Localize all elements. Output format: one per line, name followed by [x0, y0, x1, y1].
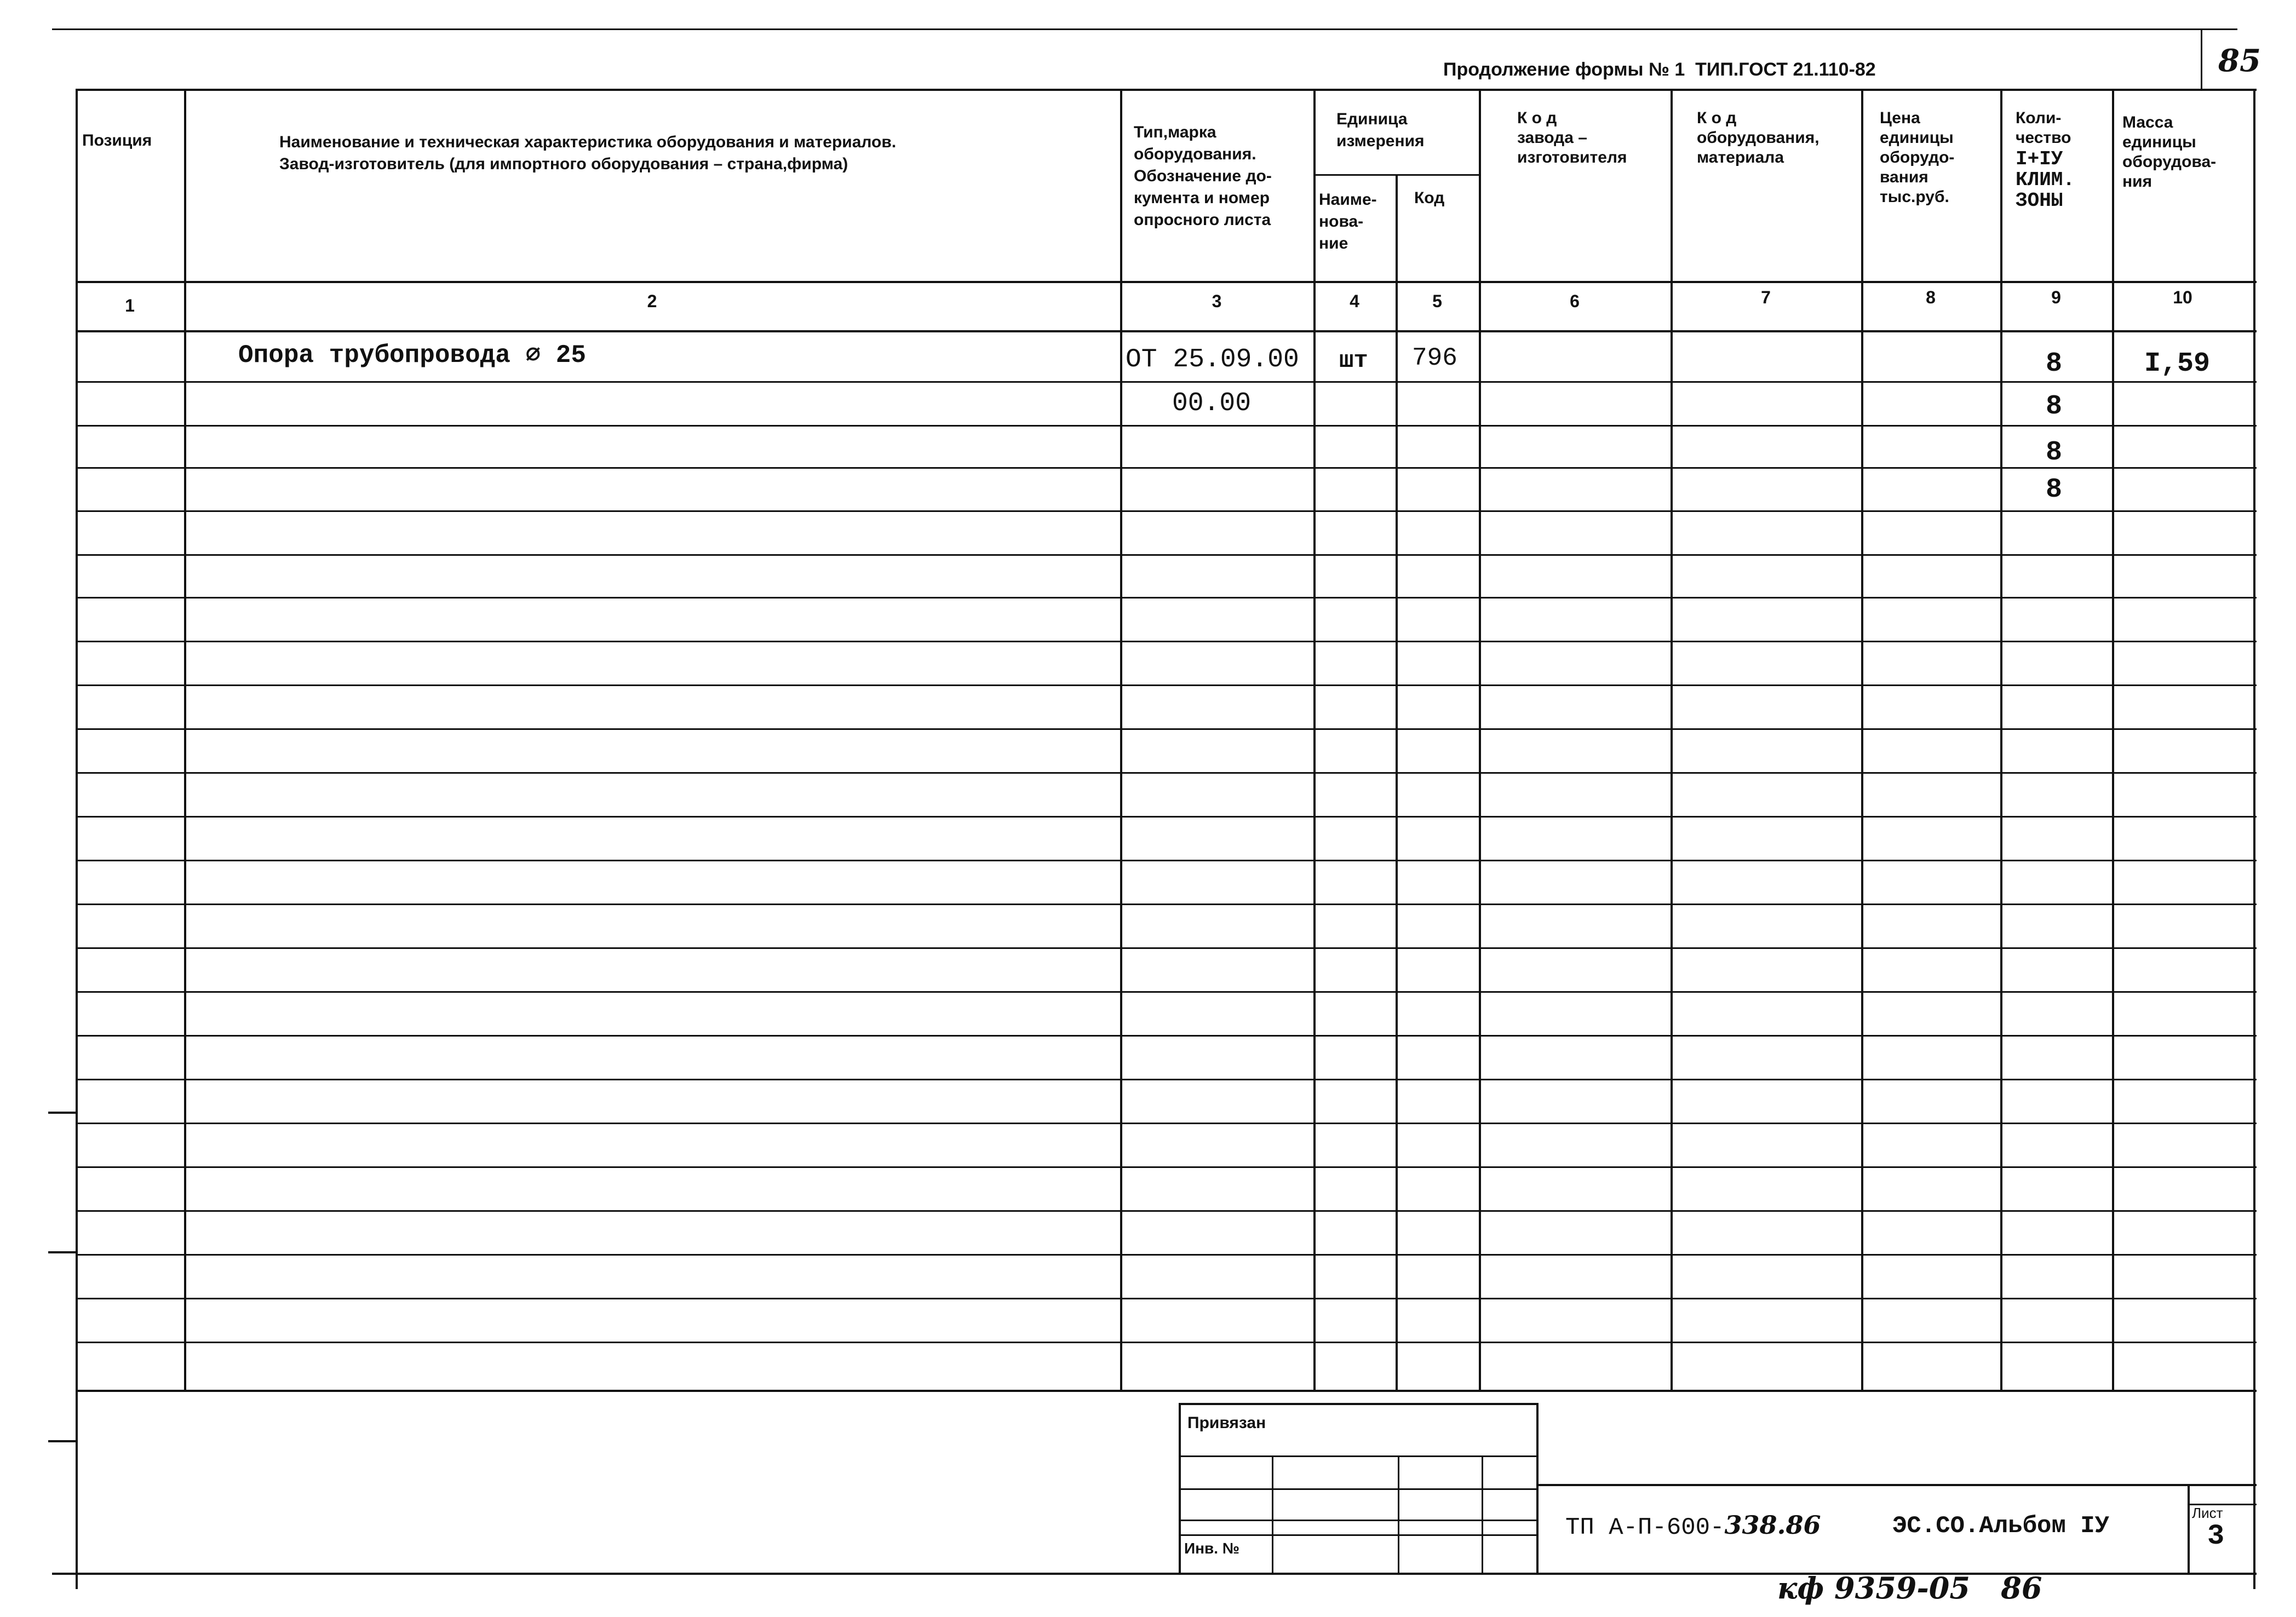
col-quantity-header: Коли- чество: [2016, 109, 2071, 147]
stamp-col-line: [1272, 1455, 1273, 1573]
row-line: [76, 947, 2257, 949]
item-name: Опора трубопровода ∅ 25: [238, 341, 586, 370]
row-line: [76, 1166, 2257, 1168]
stamp-top: [1179, 1403, 1537, 1405]
page-number-divider: [2201, 30, 2202, 90]
row-line: [76, 1123, 2257, 1124]
doc-designation-line-1: ОТ 25.09.00: [1126, 345, 1299, 375]
col-price-header: Цена единицы оборудо- вания тыс.руб.: [1880, 109, 1955, 206]
unit-code-value: 796: [1412, 344, 1457, 372]
row-line: [76, 728, 2257, 730]
col-plant-code-header: К о д завода – изготовителя: [1517, 109, 1627, 166]
col-line-1: [184, 89, 186, 1392]
project-code-typed: ТП А-П-600-: [1565, 1514, 1725, 1541]
stamp-right: [1536, 1403, 1539, 1573]
stamp-col-line: [1398, 1455, 1399, 1573]
col-quantity-zone-header: I+IУ КЛИМ. ЗОНЫ: [2016, 148, 2075, 212]
col-number-10: 10: [2173, 287, 2192, 307]
project-code: [1565, 1510, 1821, 1541]
margin-tick: [48, 1251, 76, 1253]
col-equipment-code-header: К о д оборудования, материала: [1697, 109, 1819, 166]
col-position-header: Позиция: [82, 131, 152, 149]
col-line-9: [2112, 89, 2114, 1392]
sheet-number: 3: [2207, 1520, 2225, 1552]
form-continuation-label: Продолжение формы № 1 ТИП.ГОСТ 21.110-82: [1443, 59, 1876, 80]
col-number-1: 1: [125, 296, 135, 315]
row-line: [76, 1210, 2257, 1212]
margin-tick: [48, 1112, 76, 1114]
row-line: [76, 1298, 2257, 1299]
col-unit-header: Единица измерения: [1336, 110, 1425, 150]
sheet-label: Лист: [2192, 1505, 2223, 1521]
row-line: [76, 816, 2257, 818]
sheet-box-left: [2188, 1484, 2190, 1573]
project-code-handwritten: 338.86: [1724, 1510, 1821, 1540]
col-unit-code-header: Код: [1414, 189, 1445, 207]
col-number-7: 7: [1761, 287, 1771, 307]
col-number-9: 9: [2051, 287, 2061, 307]
top-rule: [52, 28, 2237, 30]
mass-value: I,59: [2144, 348, 2211, 379]
row-line: [76, 1342, 2257, 1343]
col-unit-name-header: Наиме- нова- ние: [1319, 191, 1377, 252]
col-line-4: [1396, 174, 1398, 1392]
row-line: [76, 510, 2257, 512]
row-line: [76, 425, 2257, 427]
stamp-left: [1179, 1403, 1181, 1573]
col-line-10: [2253, 89, 2255, 1589]
row-line: [76, 467, 2257, 469]
row-line: [76, 991, 2257, 993]
col-line-5: [1479, 89, 1481, 1392]
col-number-6: 6: [1570, 291, 1580, 311]
privyazan-label: Привязан: [1187, 1414, 1266, 1432]
col-name-header: Наименование и техническая характеристика оборудования и материалов. Завод-изготовитель (для импортного оборудования – страна,фирма): [279, 133, 897, 173]
stamp-col-line: [1482, 1455, 1483, 1573]
row-line: [76, 684, 2257, 686]
album-label: ЭС.СО.Альбом IУ: [1892, 1512, 2110, 1540]
row-line: [76, 1254, 2257, 1256]
col-type-header: Тип,марка оборудования. Обозначение до- кумента и номер опросного листа: [1134, 123, 1272, 229]
page-number-top: 85: [2218, 43, 2261, 79]
row-line: [76, 1035, 2257, 1037]
col-line-7: [1861, 89, 1863, 1392]
quantity-value-3: 8: [2046, 437, 2063, 468]
title-block-top: [1536, 1484, 2257, 1486]
table-top-border: [76, 89, 2257, 91]
row-line: [76, 772, 2257, 774]
col-number-5: 5: [1432, 291, 1442, 311]
col-number-3: 3: [1212, 291, 1222, 311]
row-line: [76, 554, 2257, 556]
footer-handwritten-code: кф 9359-05 86: [1777, 1570, 2042, 1606]
col-line-8: [2000, 89, 2002, 1392]
table-body-bottom: [76, 1390, 2257, 1392]
col-line-2: [1120, 89, 1122, 1392]
row-line: [76, 904, 2257, 905]
row-line: [76, 641, 2257, 642]
col-line-6: [1671, 89, 1673, 1392]
margin-tick: [48, 1440, 76, 1442]
col-number-2: 2: [647, 291, 657, 311]
row-line: [76, 860, 2257, 861]
col-number-4: 4: [1350, 291, 1359, 311]
doc-designation-line-2: 00.00: [1172, 389, 1252, 418]
quantity-value-2: 8: [2046, 391, 2063, 422]
header-bottom-border: [76, 281, 2257, 283]
col-number-8: 8: [1926, 287, 1936, 307]
row-line: [76, 1079, 2257, 1080]
col-line-3: [1313, 89, 1316, 1392]
col-mass-header: Масса единицы оборудова- ния: [2122, 113, 2217, 191]
unit-name-value: шт: [1339, 347, 1368, 375]
quantity-value-4: 8: [2046, 474, 2063, 505]
row-line: [76, 597, 2257, 599]
row-line: [76, 381, 2257, 383]
number-row-bottom-border: [76, 330, 2257, 332]
inventory-number-label: Инв. №: [1184, 1540, 1240, 1557]
quantity-value-1: 8: [2046, 348, 2063, 379]
